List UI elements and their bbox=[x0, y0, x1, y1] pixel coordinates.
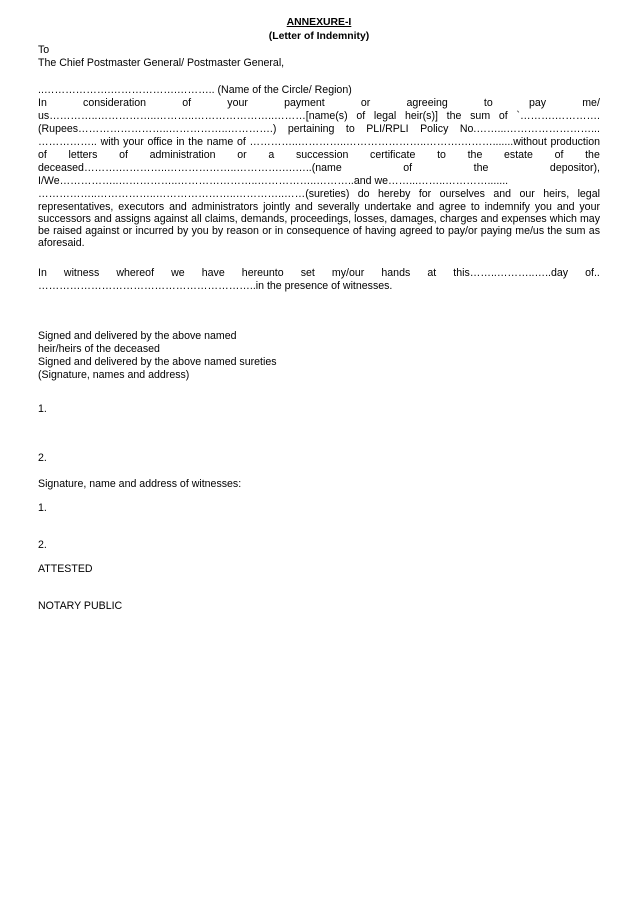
word: letters bbox=[68, 149, 98, 161]
word: at bbox=[427, 267, 437, 279]
word: of bbox=[554, 149, 564, 161]
word: this……..………..…..day bbox=[453, 267, 569, 279]
signed-line-1: Signed and delivered by the above named bbox=[38, 330, 237, 342]
word: hands bbox=[381, 267, 411, 279]
word: your bbox=[227, 97, 248, 109]
word: do bbox=[357, 188, 370, 200]
word: office bbox=[147, 136, 173, 148]
word: of bbox=[119, 149, 128, 161]
notary-label: NOTARY PUBLIC bbox=[38, 600, 123, 612]
word: ……………..……………..…………………..…………..……(sureties) bbox=[38, 188, 350, 200]
signed-line-2: heir/heirs of the deceased bbox=[38, 343, 160, 355]
recipient-line: The Chief Postmaster General/ Postmaster General, bbox=[38, 57, 285, 69]
body-line-8 bbox=[38, 188, 600, 200]
word: deceased……….…………..………………..………….….…..(name bbox=[38, 162, 342, 174]
word: payment bbox=[284, 97, 325, 109]
word: or bbox=[237, 149, 247, 161]
word: a bbox=[268, 149, 275, 161]
word: consideration bbox=[83, 97, 147, 109]
body-line-2 bbox=[38, 110, 600, 122]
word: pay bbox=[528, 97, 547, 109]
word: certificate bbox=[370, 149, 416, 161]
body-line-6 bbox=[38, 162, 600, 174]
word: (Rupees……………………..……………..………….) bbox=[38, 123, 277, 135]
word: PLI/RPLI bbox=[366, 123, 409, 135]
body-line-1 bbox=[38, 97, 600, 109]
word: heir(s)] bbox=[404, 110, 438, 122]
body-paragraph-rest: representatives, executors and administrators jointly and severally undertake and agree to indemnify you and your successors and assigns against all claims, demands, proceedings, losses, damages, charges and expenses which may be raised against or incurred by you by reason or in consequence of having agreed to pay/or paying me/us the sum as aforesaid. bbox=[38, 201, 600, 249]
word: heirs, bbox=[543, 188, 570, 200]
word: for bbox=[418, 188, 432, 200]
word: succession bbox=[295, 149, 349, 161]
word: or bbox=[360, 97, 371, 109]
word: witness bbox=[63, 267, 100, 279]
word: of bbox=[498, 110, 508, 122]
word: sum bbox=[470, 110, 491, 122]
word: of.. bbox=[585, 267, 600, 279]
circle-line: ..……………….……………….……….. (Name of the Circle/ Region) bbox=[38, 84, 352, 96]
signed-line-3: Signed and delivered by the above named sureties bbox=[38, 356, 277, 368]
word: `……….…………. bbox=[516, 110, 600, 122]
word: we bbox=[171, 267, 185, 279]
word: to bbox=[483, 97, 493, 109]
word: Policy bbox=[420, 123, 449, 135]
word: your bbox=[123, 136, 144, 148]
signed-number-1: 1. bbox=[38, 403, 47, 415]
word: hereby bbox=[378, 188, 411, 200]
witnesses-heading: Signature, name and address of witnesses: bbox=[38, 478, 242, 490]
word: ourselves bbox=[439, 188, 485, 200]
word: pertaining bbox=[287, 123, 335, 135]
annexure-title: ANNEXURE-I bbox=[286, 17, 352, 28]
word: legal bbox=[373, 110, 397, 122]
annexure-subtitle: (Letter of Indemnity) bbox=[268, 31, 370, 42]
word: us…………..……………..………..…………………..………[name(s) bbox=[38, 110, 348, 122]
word: the bbox=[446, 110, 462, 122]
word: to bbox=[345, 123, 355, 135]
word: estate bbox=[504, 149, 533, 161]
word: hereunto bbox=[241, 267, 284, 279]
word: administration bbox=[149, 149, 216, 161]
word: of bbox=[403, 162, 413, 174]
word: and bbox=[493, 188, 512, 200]
word: In bbox=[38, 97, 47, 109]
word: me/ bbox=[582, 97, 600, 109]
witness-line-1 bbox=[38, 267, 600, 279]
word: production bbox=[550, 136, 600, 148]
word: the bbox=[585, 149, 600, 161]
word: agreeing bbox=[406, 97, 448, 109]
word: …………..…………..…………………..……….……….......without bbox=[249, 136, 547, 148]
word: …………….. bbox=[38, 136, 97, 148]
word: whereof bbox=[116, 267, 155, 279]
word: In bbox=[38, 267, 47, 279]
signed-number-2: 2. bbox=[38, 452, 47, 464]
attested-label: ATTESTED bbox=[38, 563, 93, 575]
word: No.……...……………………... bbox=[459, 123, 600, 135]
word: to bbox=[437, 149, 446, 161]
word: name bbox=[206, 136, 234, 148]
word: with bbox=[100, 136, 120, 148]
word: set bbox=[300, 267, 315, 279]
word: the bbox=[188, 136, 204, 148]
body-line-3 bbox=[38, 123, 600, 135]
to-line: To bbox=[38, 44, 50, 56]
word: of bbox=[356, 110, 366, 122]
word: depositor), bbox=[549, 162, 600, 174]
witness-number-1: 1. bbox=[38, 502, 47, 514]
word: my/our bbox=[331, 267, 365, 279]
witness-number-2: 2. bbox=[38, 539, 47, 551]
word: the bbox=[473, 162, 489, 174]
word: legal bbox=[577, 188, 600, 200]
word: of bbox=[182, 97, 192, 109]
body-line-5 bbox=[38, 149, 600, 161]
body-line-4 bbox=[38, 136, 600, 148]
word: of bbox=[38, 149, 47, 161]
word: the bbox=[467, 149, 483, 161]
word: of bbox=[236, 136, 246, 148]
word: in bbox=[176, 136, 185, 148]
body-line-7: I/We……………..……………..…………………..……………..………..and we……...……..…………....... bbox=[38, 175, 509, 187]
word: have bbox=[201, 267, 225, 279]
witness-line-2: ……………………………………………………..in the presence of witnesses. bbox=[38, 280, 393, 292]
signed-line-4: (Signature, names and address) bbox=[38, 369, 190, 381]
word: our bbox=[519, 188, 535, 200]
